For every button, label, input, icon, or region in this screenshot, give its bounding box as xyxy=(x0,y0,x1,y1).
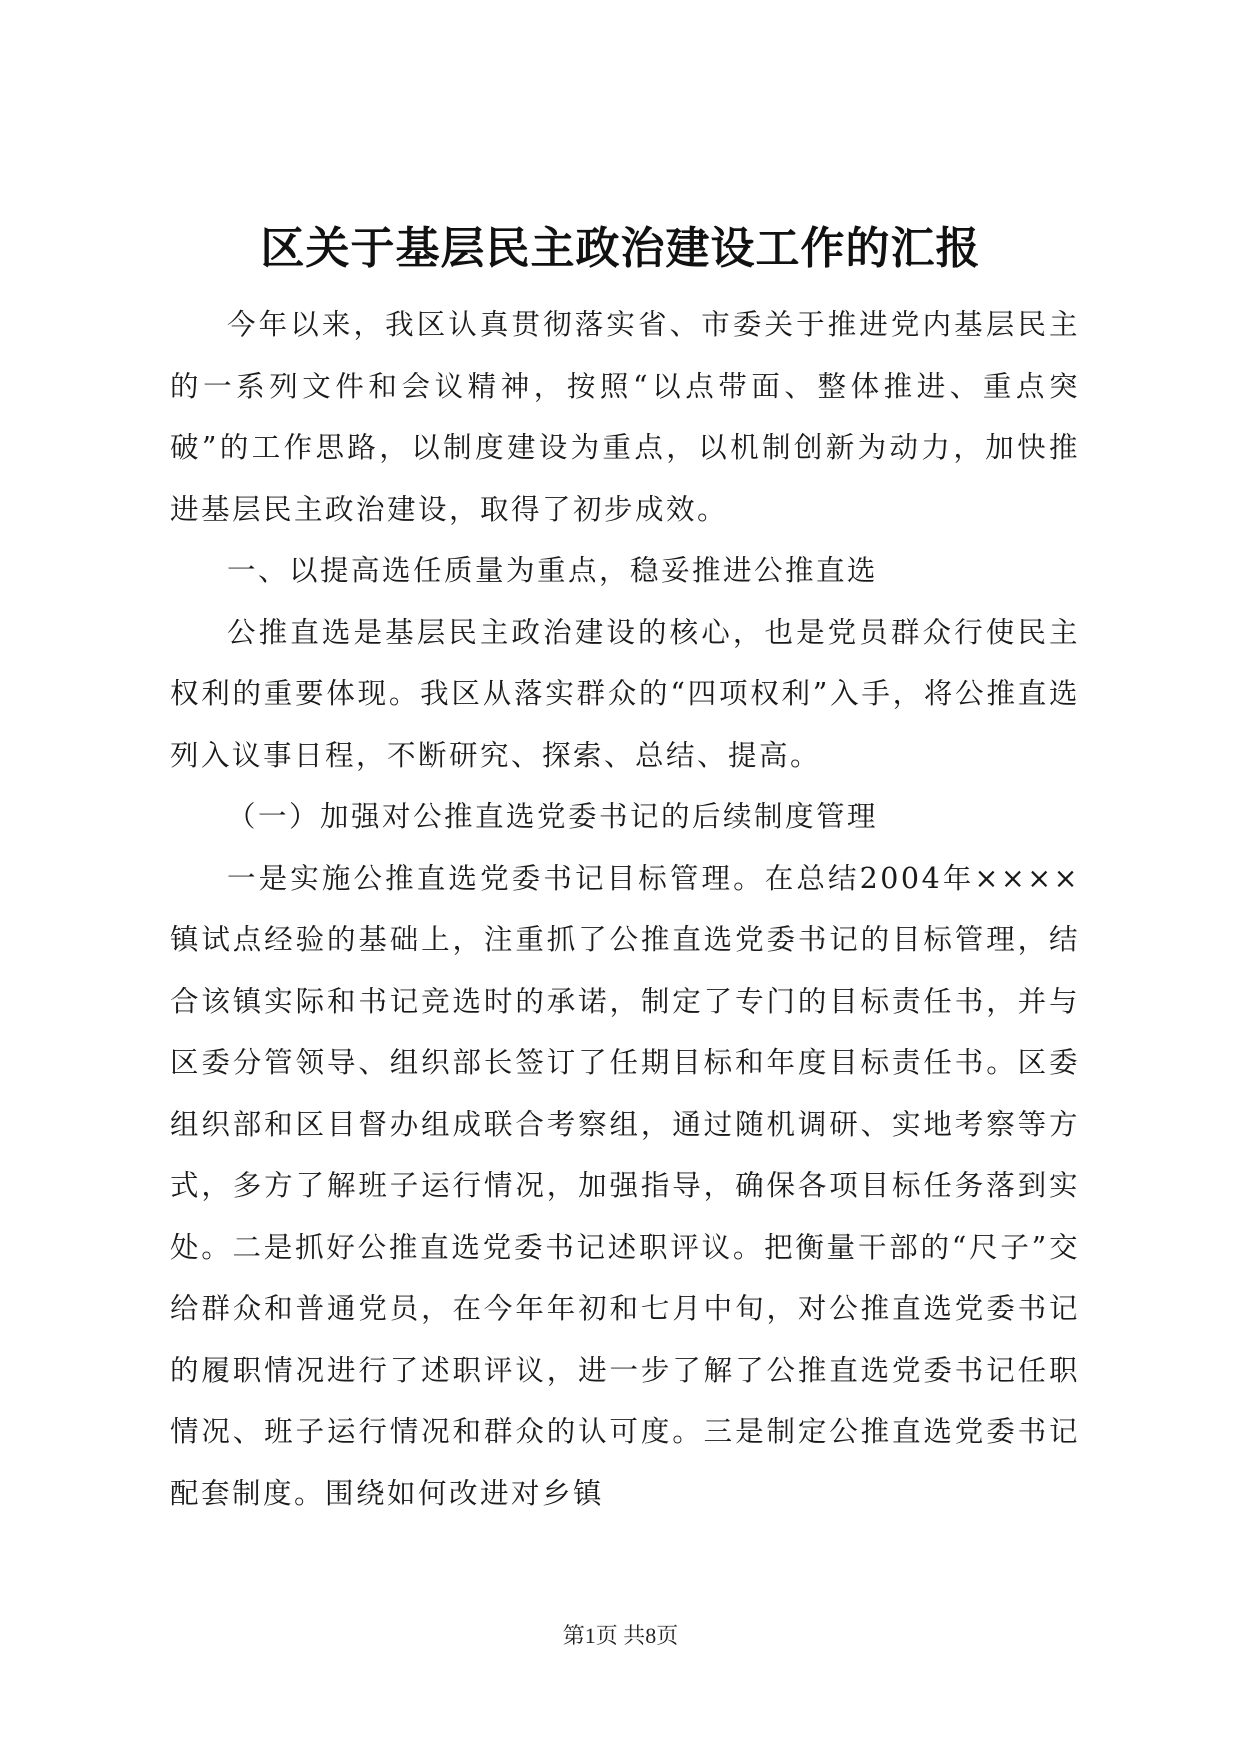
section-heading-1: 一、以提高选任质量为重点，稳妥推进公推直选 xyxy=(227,554,879,587)
section-1-paragraph: 公推直选是基层民主政治建设的核心，也是党员群众行使民主权利的重要体现。我区从落实群众的“四项权利”入手，将公推直选列入议事日程，不断研究、探索、总结、提高。 xyxy=(170,615,1080,772)
page-number-footer: 第1页 共8页 xyxy=(562,1623,679,1648)
subsection-1-paragraph: 一是实施公推直选党委书记目标管理。在总结2004年××××镇试点经验的基础上，注重抓了公推直选党委书记的目标管理，结合该镇实际和书记竞选时的承诺，制定了专门的目标责任书，并与区委分管领导、组织部长签订了任期目标和年度目标责任书。区委组织部和区目督办组成联合考察组，通过随机调研、实地考察等方式，多方了解班子运行情况，加强指导，确保各项目标任务落到实处。二是抓好公推直选党委书记述职评议。把衡量干部的“尺子”交给群众和普通党员，在今年年初和七月中旬，对公推直选党委书记的履职情况进行了述职评议，进一步了解了公推直选党委书记任职情况、班子运行情况和群众的认可度。三是制定公推直选党委书记配套制度。围绕如何改进对乡镇 xyxy=(170,861,1080,1510)
intro-paragraph: 今年以来，我区认真贯彻落实省、市委关于推进党内基层民主的一系列文件和会议精神，按照“以点带面、整体推进、重点突破”的工作思路，以制度建设为重点，以机制创新为动力，加快推进基层民主政治建设，取得了初步成效。 xyxy=(170,308,1080,526)
document-title: 区关于基层民主政治建设工作的汇报 xyxy=(260,223,981,274)
document-body xyxy=(170,294,1080,1524)
subsection-heading-1: （一）加强对公推直选党委书记的后续制度管理 xyxy=(227,800,879,833)
